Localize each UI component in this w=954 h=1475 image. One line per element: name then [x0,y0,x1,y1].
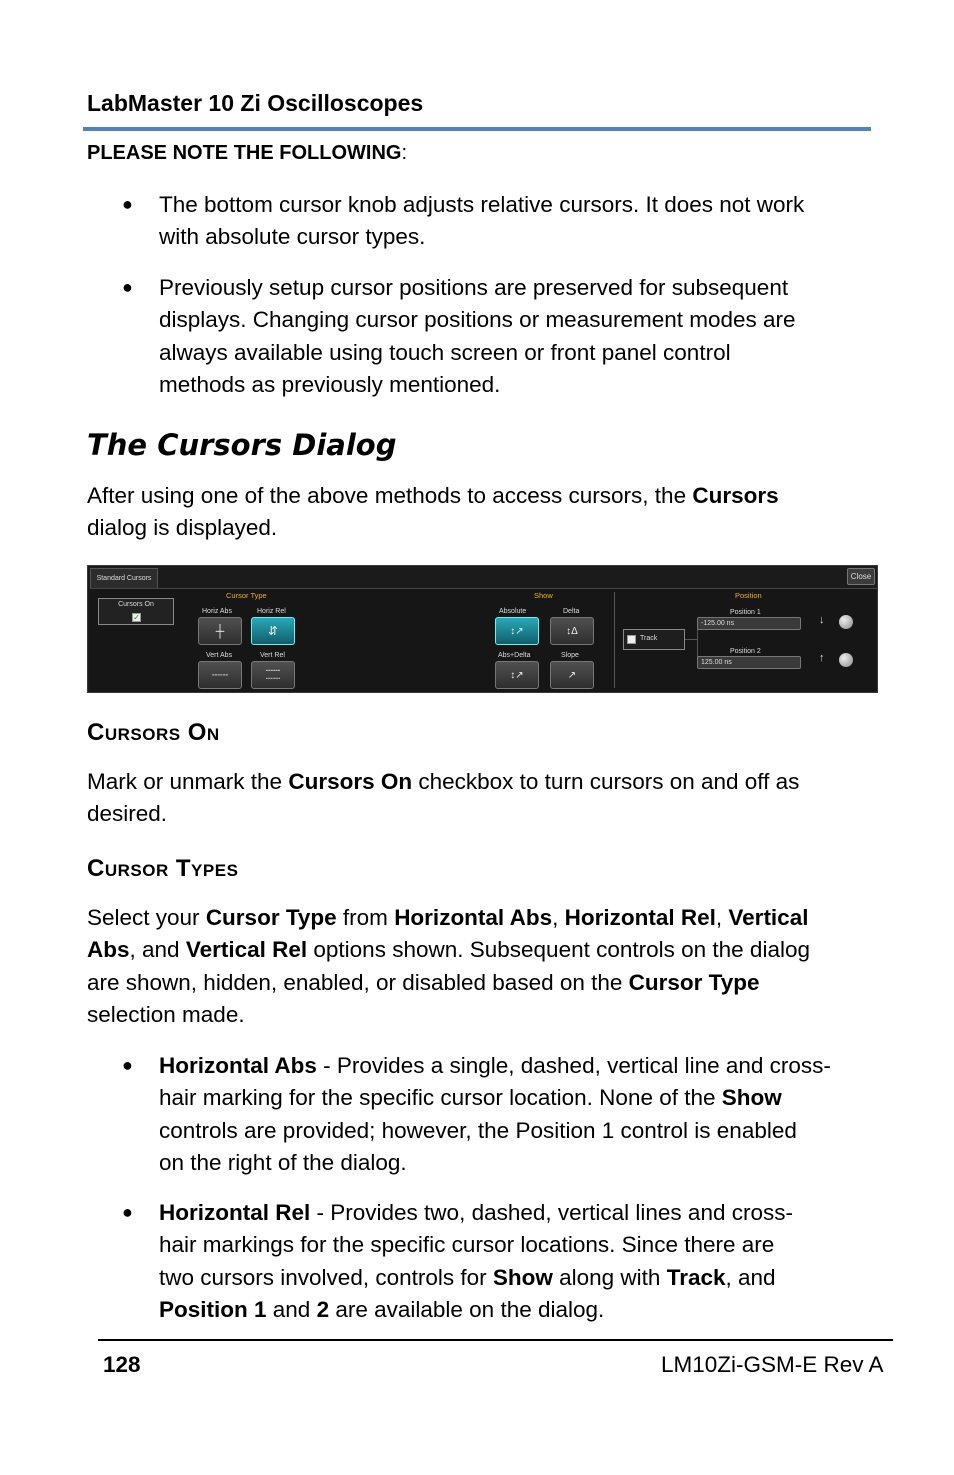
cursors-on-heading: Cursors On [87,719,220,746]
vert-abs-label: Vert Abs [206,652,233,659]
note-heading: PLEASE NOTE THE FOLLOWING: [87,142,408,164]
bullet-icon: ● [122,194,133,214]
show-heading: Show [534,591,553,600]
cursor-type-rule [196,594,376,595]
vert-rel-label: Vert Rel [260,652,285,659]
horiz-abs-label: Horiz Abs [202,608,232,615]
slope-button[interactable] [550,661,594,689]
track-box[interactable] [623,629,685,650]
dashed-line-icon: ╌╌╌ [211,669,229,680]
position1-knob-icon[interactable] [839,615,853,629]
delta-label: Delta [563,608,580,615]
double-dashed-line-icon: ╌╌╌ ┄┄┄ [265,666,281,683]
position-heading: Position [735,591,762,600]
track-connector [685,639,697,640]
bullet-icon: ● [122,277,133,297]
cursors-on-label: Cursors On [118,601,154,608]
cursor-type-heading: Cursor Type [226,591,267,600]
cursor-types-heading: Cursor Types [87,855,239,882]
intro-paragraph: After using one of the above methods to access cursors, the Cursors dialog is displayed. [87,483,779,541]
horiz-rel-button[interactable] [251,617,295,645]
arrow-down-icon: ↓ [819,614,825,626]
footer-rule [98,1339,893,1341]
bullet-icon: ● [122,1055,133,1075]
checkbox-checked-icon[interactable]: ✓ [133,613,140,622]
close-button[interactable]: Close [847,568,875,585]
type-bullet-horizontal-rel: Horizontal Rel - Provides two, dashed, vertical lines and cross- hair markings for the specific cursor locations. Since there are two cursors involved, controls for Show along with Track, and Position 1 and 2 are available on the dialog. [159,1200,793,1322]
horiz-abs-button[interactable] [198,617,242,645]
document-id: LM10Zi-GSM-E Rev A [661,1352,884,1377]
running-header: LabMaster 10 Zi Oscilloscopes [87,90,424,116]
horiz-rel-label: Horiz Rel [257,608,286,615]
arrow-up-icon: ↑ [819,652,825,664]
slope-label: Slope [561,652,579,659]
cursors-on-box[interactable] [98,598,174,625]
dialog-body [90,588,877,692]
position1-field[interactable]: -125.00 ns [697,617,801,630]
header-rule [83,127,871,131]
slope-show-icon: ↗ [567,669,577,681]
cursors-dialog-screenshot [87,565,878,693]
double-cursor-icon: ⇵ [267,624,279,638]
track-checkbox[interactable] [627,635,636,644]
absolute-button[interactable] [495,617,539,645]
absolute-show-icon: ↕↗ [510,625,524,637]
crosshair-icon: ┼ [215,624,225,638]
vert-abs-button[interactable] [198,661,242,689]
section-title: The Cursors Dialog [87,428,397,462]
group-divider [614,592,615,688]
position2-label: Position 2 [730,648,761,655]
vert-rel-button[interactable] [251,661,295,689]
delta-button[interactable] [550,617,594,645]
cursors-on-paragraph: Mark or unmark the Cursors On checkbox to turn cursors on and off as desired. [87,769,800,827]
note-bullet-2: Previously setup cursor positions are preserved for subsequent displays. Changing cursor positions or measurement modes are always available using touch screen or front panel control methods as previously mentioned. [159,275,796,397]
tab-standard-cursors[interactable]: Standard Cursors [90,568,158,588]
bullet-icon: ● [122,1202,133,1222]
abs-delta-label: Abs+Delta [498,652,531,659]
position2-knob-icon[interactable] [839,653,853,667]
delta-show-icon: ↕Δ [566,625,578,637]
abs-delta-button[interactable] [495,661,539,689]
absolute-label: Absolute [499,608,527,615]
note-bullet-1: The bottom cursor knob adjusts relative cursors. It does not work with absolute cursor types. [159,192,805,250]
type-bullet-horizontal-abs: Horizontal Abs - Provides a single, dashed, vertical line and cross- hair marking for the specific cursor location. None of the Show controls are provided; however, the Position 1 control is enabled on the right of the dialog. [159,1053,831,1175]
abs-delta-show-icon: ↕↗ [510,669,524,681]
cursor-types-paragraph: Select your Cursor Type from Horizontal Abs, Horizontal Rel, Vertical Abs, and Vertical Rel options shown. Subsequent controls on the dialog are shown, hidden, enabled, or disabled based on the Cursor Type selection made. [87,905,810,1027]
track-label: Track [640,635,658,642]
position2-field[interactable]: 125.00 ns [697,656,801,669]
position1-label: Position 1 [730,609,761,616]
page-number: 128 [103,1352,141,1377]
